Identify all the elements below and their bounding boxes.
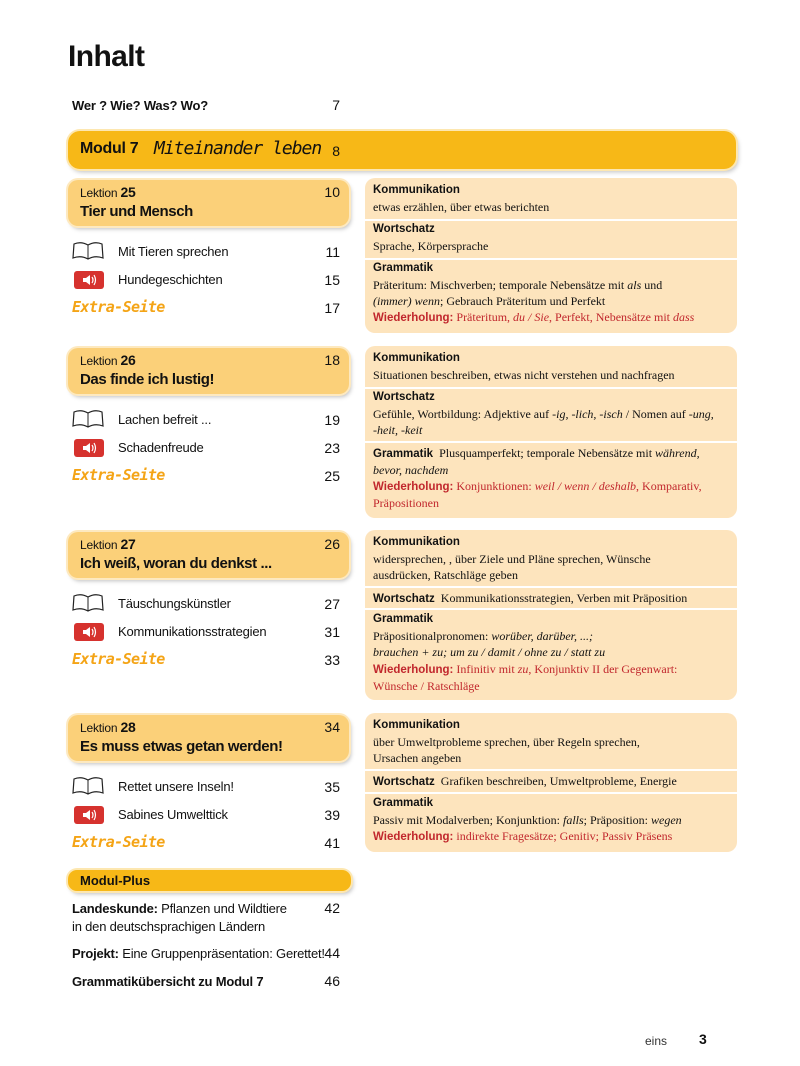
list-item[interactable]: Schadenfreude bbox=[118, 440, 204, 455]
divider bbox=[365, 387, 737, 389]
lesson-title: Das finde ich lustig! bbox=[80, 371, 215, 388]
lesson-page: 26 bbox=[324, 536, 340, 552]
lesson-label: Lektion 26 bbox=[80, 352, 136, 368]
divider bbox=[365, 769, 737, 771]
speaker-icon bbox=[74, 271, 104, 289]
list-item[interactable]: Täuschungskünstler bbox=[118, 596, 231, 611]
extra-seite-link[interactable]: Extra-Seite bbox=[72, 833, 165, 851]
speaker-icon bbox=[74, 806, 104, 824]
list-item-page: 11 bbox=[325, 244, 340, 260]
divider bbox=[365, 258, 737, 260]
list-item[interactable]: Hundegeschichten bbox=[118, 272, 223, 287]
wortschatz-text: Wortschatz Kommunikationsstrategien, Verben mit Präposition bbox=[373, 591, 688, 605]
grammatik-heading: Grammatik bbox=[373, 262, 434, 274]
lesson-title: Es muss etwas getan werden! bbox=[80, 738, 283, 755]
intro-label[interactable]: Wer ? Wie? Was? Wo? bbox=[72, 98, 208, 113]
wiederholung-text: Wiederholung: Präteritum, du / Sie, Perfekt, Nebensätze mit dass bbox=[373, 310, 695, 324]
speaker-icon bbox=[74, 439, 104, 457]
page-number-word: eins bbox=[645, 1034, 668, 1048]
kommunikation-heading: Kommunikation bbox=[373, 184, 460, 196]
list-item-page: 27 bbox=[324, 596, 340, 612]
list-item-page: 15 bbox=[324, 272, 340, 288]
kommunikation-text: widersprechen, , über Ziele und Pläne sprechen, Wünsche ausdrücken, Ratschläge geben bbox=[373, 552, 651, 582]
list-item-page: 33 bbox=[324, 652, 340, 668]
wortschatz-heading: Wortschatz bbox=[373, 593, 435, 605]
lesson-label: Lektion 25 bbox=[80, 184, 136, 200]
book-icon bbox=[72, 593, 104, 613]
list-item-page: 17 bbox=[324, 300, 340, 316]
modul-label[interactable]: Modul 7 bbox=[80, 140, 139, 157]
grammatik-text: Präpositionalpronomen: worüber, darüber, ...; brauchen + zu; um zu / damit / ohne zu / statt zu bbox=[373, 629, 606, 659]
lesson-page: 18 bbox=[324, 352, 340, 368]
list-item-page: 39 bbox=[324, 807, 340, 823]
lesson-label: Lektion 28 bbox=[80, 719, 136, 735]
kommunikation-text: etwas erzählen, über etwas berichten bbox=[373, 200, 550, 214]
list-item-page: 46 bbox=[324, 973, 340, 989]
lesson-number: 25 bbox=[120, 184, 136, 200]
wortschatz-text: Sprache, Körpersprache bbox=[373, 239, 489, 253]
lesson-title: Ich weiß, woran du denkst ... bbox=[80, 555, 272, 572]
wortschatz-heading: Wortschatz bbox=[373, 391, 435, 403]
lesson-title: Tier und Mensch bbox=[80, 203, 193, 220]
kommunikation-text: Situationen beschreiben, etwas nicht verstehen und nachfragen bbox=[373, 368, 675, 382]
wiederholung-text: Wiederholung: Konjunktionen: weil / wenn / deshalb, Komparativ, Präpositionen bbox=[373, 479, 702, 510]
modul-plus-item-grammatik[interactable]: Grammatikübersicht zu Modul 7 bbox=[72, 974, 264, 989]
modul-page: 8 bbox=[332, 143, 340, 159]
wiederholung-text: Wiederholung: indirekte Fragesätze; Genitiv; Passiv Präsens bbox=[373, 829, 673, 843]
grammatik-heading: Grammatik bbox=[373, 448, 434, 460]
list-item-page: 19 bbox=[324, 412, 340, 428]
lesson-number: 27 bbox=[120, 536, 136, 552]
grammatik-heading: Grammatik bbox=[373, 797, 434, 809]
kommunikation-heading: Kommunikation bbox=[373, 536, 460, 548]
kommunikation-text: über Umweltprobleme sprechen, über Regeln sprechen, Ursachen angeben bbox=[373, 735, 640, 765]
wortschatz-heading: Wortschatz bbox=[373, 223, 435, 235]
list-item-page: 44 bbox=[324, 945, 340, 961]
page-number: 3 bbox=[699, 1031, 707, 1047]
book-icon bbox=[72, 409, 104, 429]
list-item[interactable]: Kommunikationsstrategien bbox=[118, 624, 267, 639]
list-item-page: 35 bbox=[324, 779, 340, 795]
list-item-page: 25 bbox=[324, 468, 340, 484]
wortschatz-text: Wortschatz Grafiken beschreiben, Umweltprobleme, Energie bbox=[373, 774, 677, 788]
list-item[interactable]: Sabines Umwelttick bbox=[118, 807, 228, 822]
wortschatz-heading: Wortschatz bbox=[373, 776, 435, 788]
divider bbox=[365, 586, 737, 588]
grammatik-heading: Grammatik bbox=[373, 613, 434, 625]
lesson-number: 26 bbox=[120, 352, 136, 368]
divider bbox=[365, 608, 737, 610]
speaker-icon bbox=[74, 623, 104, 641]
list-item-page: 42 bbox=[324, 900, 340, 916]
divider bbox=[365, 441, 737, 443]
modul-plus-item-landeskunde[interactable]: Landeskunde: Pflanzen und Wildtiere in den deutschsprachigen Ländern bbox=[72, 901, 287, 934]
extra-seite-link[interactable]: Extra-Seite bbox=[72, 298, 165, 316]
list-item[interactable]: Rettet unsere Inseln! bbox=[118, 779, 234, 794]
modul-plus-label: Modul-Plus bbox=[80, 873, 151, 888]
wiederholung-text: Wiederholung: Infinitiv mit zu, Konjunktiv II der Gegenwart: Wünsche / Ratschläge bbox=[373, 662, 678, 693]
modul-subtitle: Miteinander leben bbox=[154, 138, 322, 159]
intro-page: 7 bbox=[332, 97, 340, 113]
grammatik-text: Grammatik Plusquamperfekt; temporale Nebensätze mit während, bevor, nachdem bbox=[373, 446, 700, 477]
divider bbox=[365, 219, 737, 221]
grammatik-text: Passiv mit Modalverben; Konjunktion: falls; Präposition: wegen bbox=[373, 813, 682, 827]
grammatik-text: Präteritum: Mischverben; temporale Nebensätze mit als und (immer) wenn; Gebrauch Präteritum und Perfekt bbox=[373, 278, 663, 308]
extra-seite-link[interactable]: Extra-Seite bbox=[72, 466, 165, 484]
modul-plus-item-projekt[interactable]: Projekt: Eine Gruppenpräsentation: Gerettet! bbox=[72, 946, 325, 961]
kommunikation-heading: Kommunikation bbox=[373, 352, 460, 364]
lesson-page: 34 bbox=[324, 719, 340, 735]
lesson-page: 10 bbox=[324, 184, 340, 200]
list-item[interactable]: Lachen befreit ... bbox=[118, 412, 212, 427]
list-item-page: 41 bbox=[324, 835, 340, 851]
list-item-page: 23 bbox=[324, 440, 340, 456]
kommunikation-heading: Kommunikation bbox=[373, 719, 460, 731]
lesson-number: 28 bbox=[120, 719, 136, 735]
list-item-page: 31 bbox=[324, 624, 340, 640]
book-icon bbox=[72, 241, 104, 261]
book-icon bbox=[72, 776, 104, 796]
page-title: Inhalt bbox=[68, 40, 145, 73]
list-item[interactable]: Mit Tieren sprechen bbox=[118, 244, 229, 259]
divider bbox=[365, 792, 737, 794]
wortschatz-text: Gefühle, Wortbildung: Adjektive auf -ig, -lich, -isch / Nomen auf -ung, -heit, -keit bbox=[373, 407, 714, 437]
lesson-label: Lektion 27 bbox=[80, 536, 136, 552]
extra-seite-link[interactable]: Extra-Seite bbox=[72, 650, 165, 668]
